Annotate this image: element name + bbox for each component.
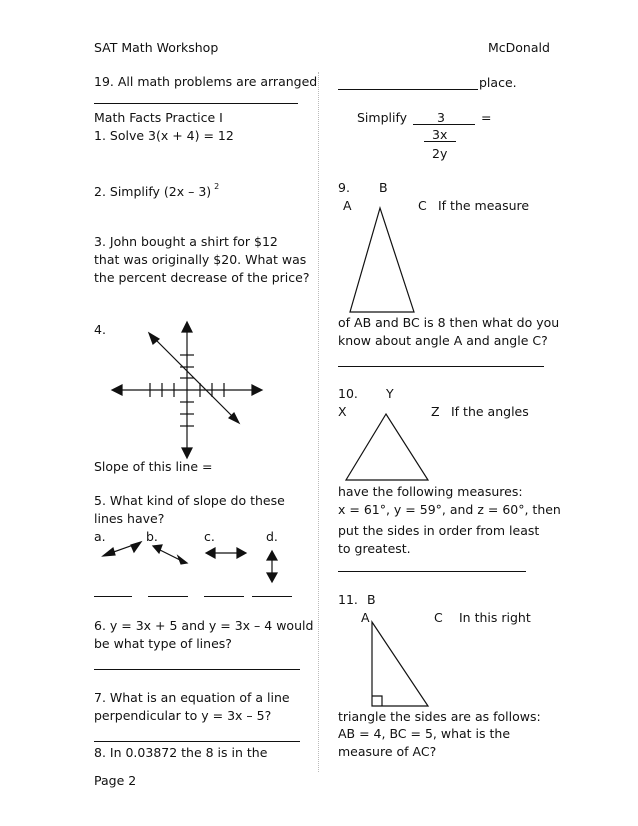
question-11-text-4: measure of AC? bbox=[338, 744, 437, 759]
question-9-text-1: If the measure bbox=[438, 198, 530, 213]
answer-line-5c bbox=[204, 596, 244, 597]
answer-line-6 bbox=[94, 669, 300, 670]
question-10-number: 10. bbox=[338, 386, 358, 401]
question-8-text: 8. In 0.03872 the 8 is in the bbox=[94, 745, 268, 760]
option-b-line bbox=[158, 549, 182, 561]
y-axis-down-arrow bbox=[182, 448, 192, 458]
question-9-vertex-b: B bbox=[379, 180, 388, 195]
answer-line-5b bbox=[148, 596, 188, 597]
fraction-numerator: 3 bbox=[437, 110, 445, 125]
question-6-line-2: be what type of lines? bbox=[94, 636, 232, 651]
question-10-vertex-z: Z bbox=[431, 404, 440, 419]
question-4-number: 4. bbox=[94, 322, 106, 337]
place-text: place. bbox=[479, 75, 517, 90]
question-7-line-2: perpendicular to y = 3x – 5? bbox=[94, 708, 272, 723]
question-2-text: 2. Simplify (2x – 3) $^2$ bbox=[94, 182, 220, 199]
question-11-vertex-c: C bbox=[434, 610, 443, 625]
question-9-vertex-c: C bbox=[418, 198, 427, 213]
x-axis-right-arrow bbox=[252, 385, 262, 395]
answer-line-8 bbox=[338, 89, 478, 90]
question-10-vertex-y: Y bbox=[386, 386, 394, 401]
answer-line-5d bbox=[252, 596, 292, 597]
worksheet-title: SAT Math Workshop bbox=[94, 40, 219, 55]
question-19-text: 19. All math problems are arranged bbox=[94, 74, 318, 89]
answer-line-9 bbox=[338, 366, 544, 367]
question-10-text-1: If the angles bbox=[451, 404, 529, 419]
graph-line bbox=[154, 338, 234, 418]
question-11-vertex-a: A bbox=[361, 610, 370, 625]
answer-line-10 bbox=[338, 571, 526, 572]
right-angle-marker bbox=[372, 696, 382, 706]
question-4-slope-prompt: Slope of this line = bbox=[94, 459, 213, 474]
simplify-label: Simplify bbox=[357, 110, 408, 125]
graph-line-arrow-end bbox=[229, 413, 239, 423]
question-11-text-3: AB = 4, BC = 5, what is the bbox=[338, 726, 511, 741]
equals-sign: = bbox=[481, 110, 492, 125]
option-b-label: b. bbox=[146, 529, 158, 544]
question-11-text-2: triangle the sides are as follows: bbox=[338, 709, 541, 724]
section-title: Math Facts Practice I bbox=[94, 110, 223, 125]
question-10-text-2: have the following measures: bbox=[338, 484, 523, 499]
author-name: McDonald bbox=[488, 40, 550, 55]
question-6-line-1: 6. y = 3x + 5 and y = 3x – 4 would bbox=[94, 618, 314, 633]
question-3-line-1: 3. John bought a shirt for $12 bbox=[94, 234, 278, 249]
question-3-line-3: the percent decrease of the price? bbox=[94, 270, 310, 285]
answer-line-7 bbox=[94, 741, 300, 742]
question-10-vertex-x: X bbox=[338, 404, 347, 419]
page-number: Page 2 bbox=[94, 773, 137, 788]
fraction-bar-inner bbox=[424, 141, 456, 142]
question-9-vertex-a: A bbox=[343, 198, 352, 213]
question-3-line-2: that was originally $20. What was bbox=[94, 252, 307, 267]
question-9-text-3: know about angle A and angle C? bbox=[338, 333, 548, 348]
question-10-text-3: x = 61°, y = 59°, and z = 60°, then bbox=[338, 502, 561, 517]
question-1-text: 1. Solve 3(x + 4) = 12 bbox=[94, 128, 234, 143]
question-9-number: 9. bbox=[338, 180, 350, 195]
question-10-text-4: put the sides in order from least bbox=[338, 523, 540, 538]
question-5-line-2: lines have? bbox=[94, 511, 165, 526]
inner-fraction-numerator: 3x bbox=[432, 127, 448, 142]
option-c-label: c. bbox=[204, 529, 215, 544]
question-11-number: 11. bbox=[338, 592, 358, 607]
question-11-vertex-b: B bbox=[367, 592, 376, 607]
option-a-line bbox=[108, 544, 136, 554]
question-7-line-1: 7. What is an equation of a line bbox=[94, 690, 290, 705]
question-10-text-5: to greatest. bbox=[338, 541, 411, 556]
question-11-text-1: In this right bbox=[459, 610, 531, 625]
option-a-label: a. bbox=[94, 529, 106, 544]
y-axis-up-arrow bbox=[182, 322, 192, 332]
answer-line-19 bbox=[94, 103, 298, 104]
question-9-text-2: of AB and BC is 8 then what do you bbox=[338, 315, 560, 330]
x-axis-left-arrow bbox=[112, 385, 122, 395]
answer-line-5a bbox=[94, 596, 132, 597]
column-divider bbox=[318, 72, 319, 772]
question-2-exponent: 2 bbox=[214, 182, 220, 191]
inner-fraction-denominator: 2y bbox=[432, 146, 448, 161]
option-d-label: d. bbox=[266, 529, 278, 544]
question-5-line-1: 5. What kind of slope do these bbox=[94, 493, 285, 508]
graph-line-arrow-start bbox=[149, 333, 159, 344]
